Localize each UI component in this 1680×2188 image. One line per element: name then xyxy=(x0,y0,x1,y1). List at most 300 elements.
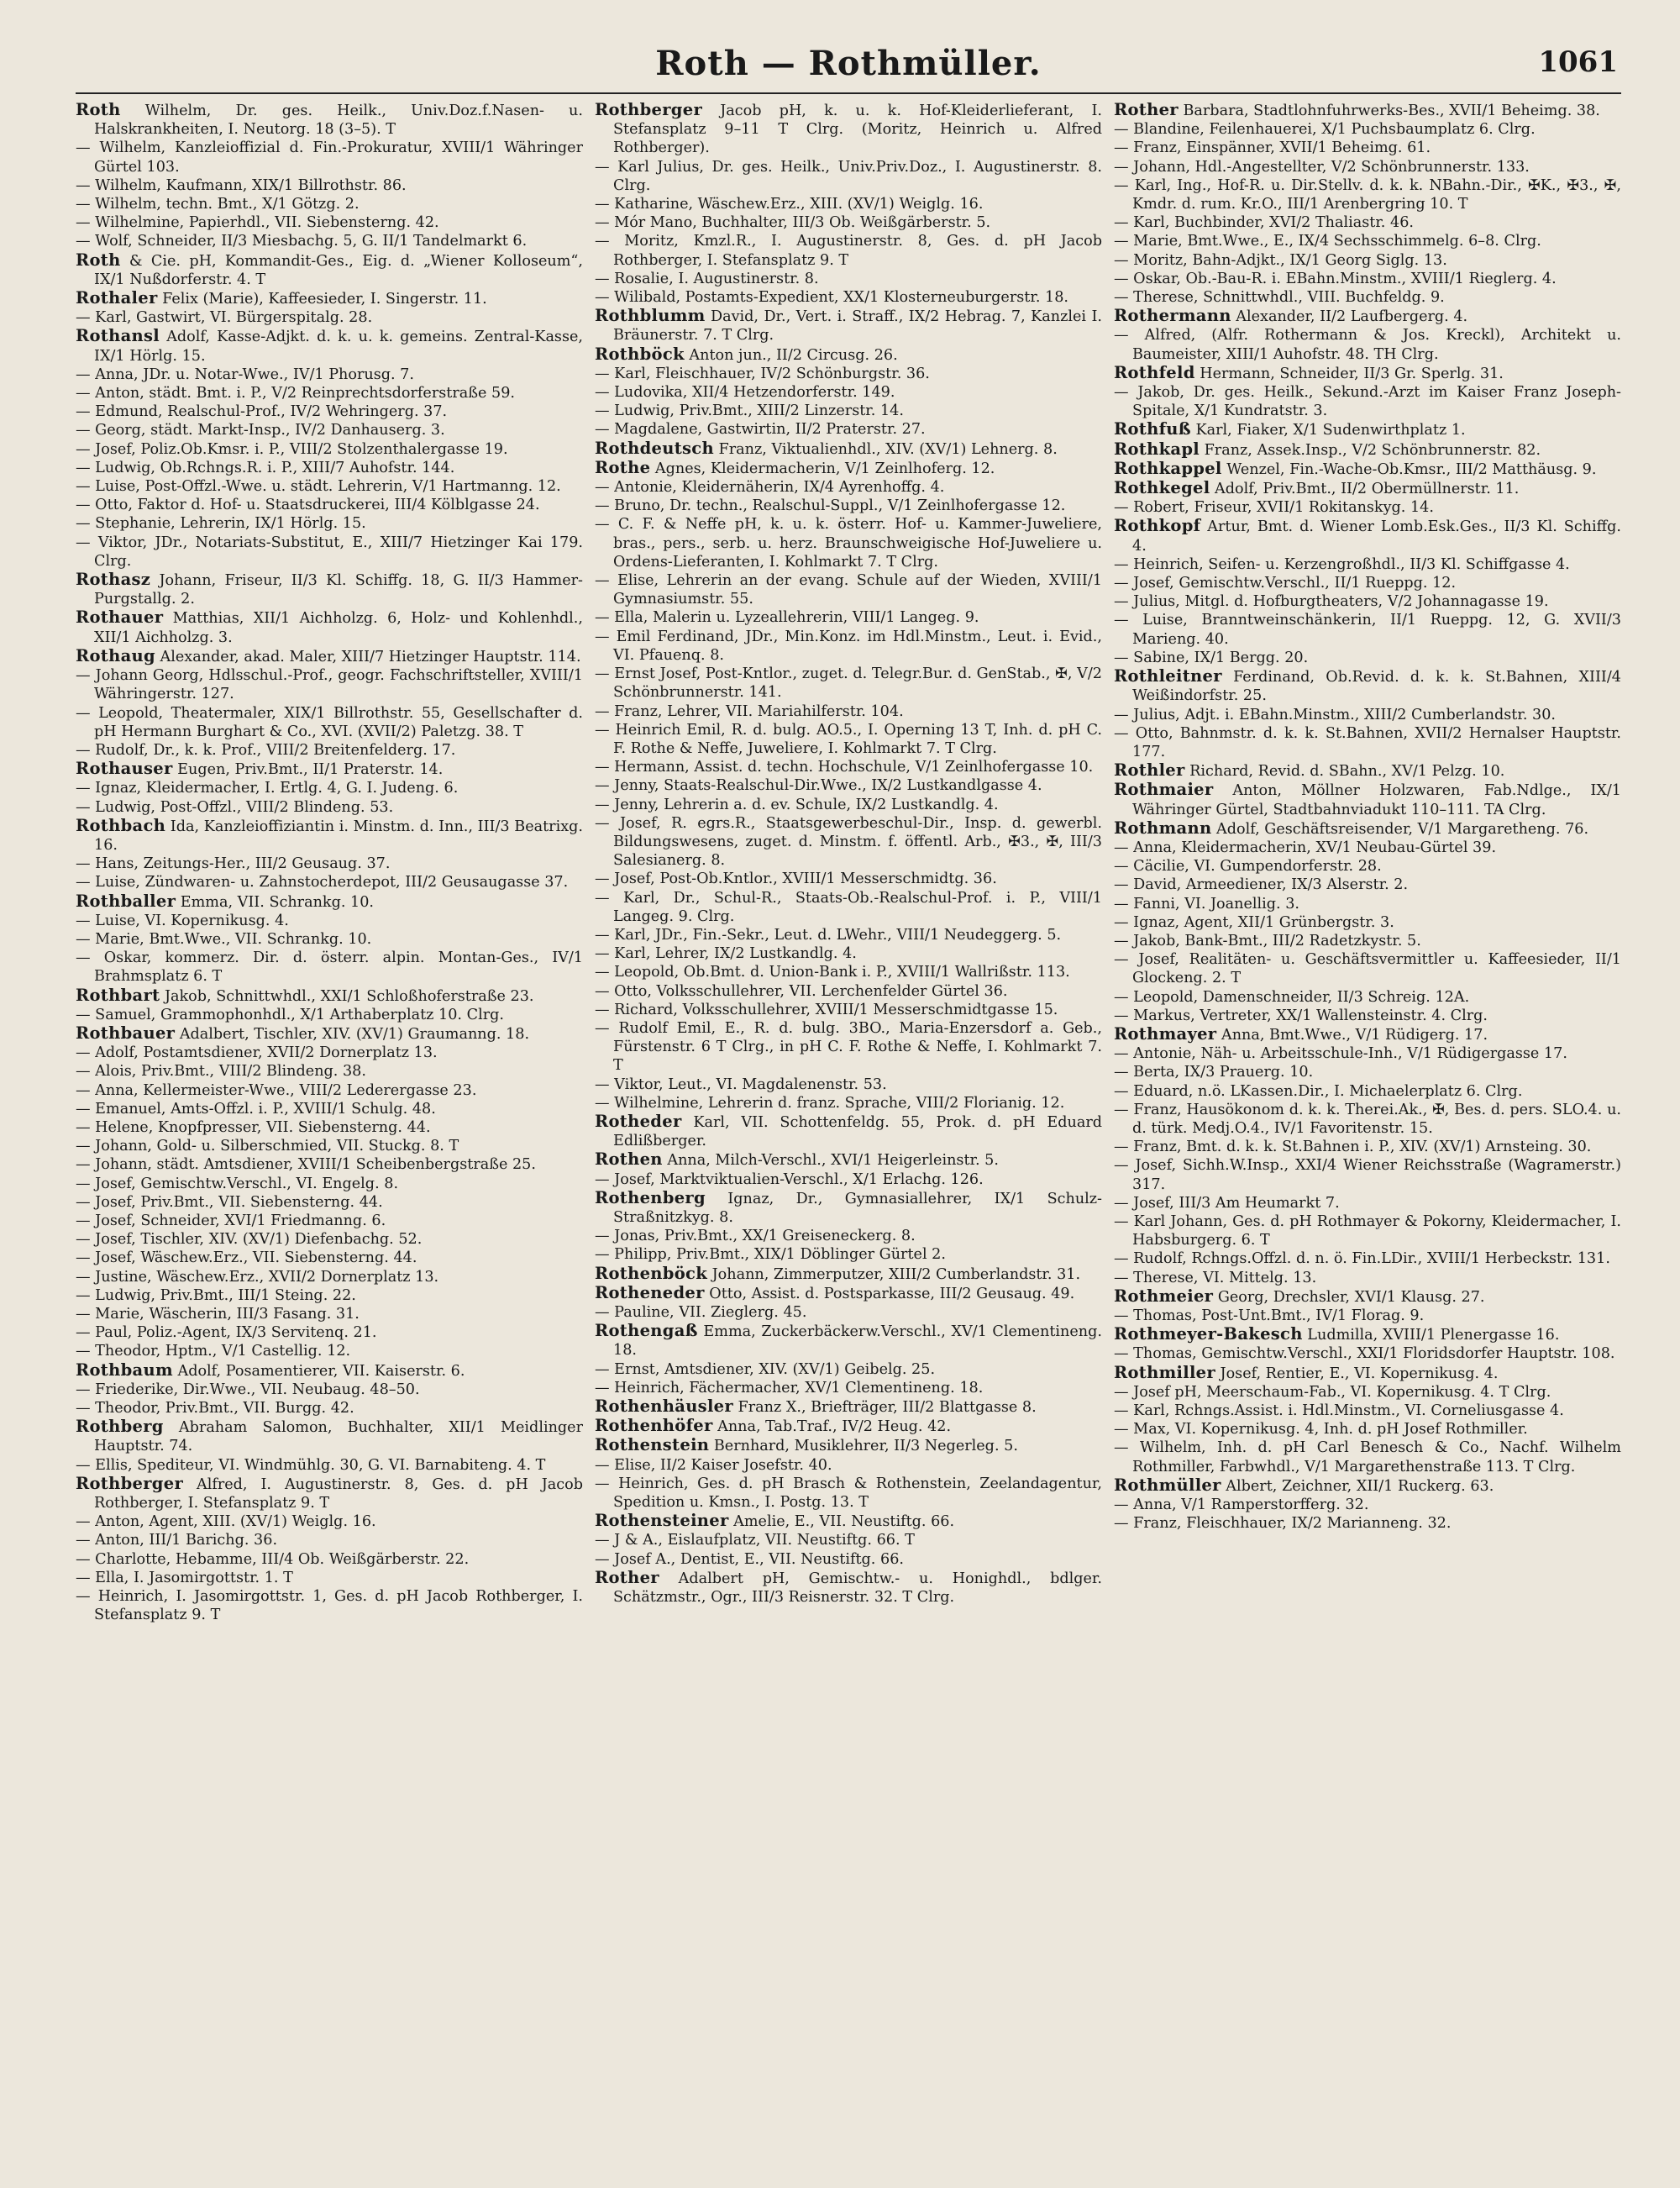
entry-text: — Katharine, Wäschew.Erz., XIII. (XV/1) Weiglg. 16. xyxy=(595,196,984,213)
directory-entry xyxy=(1114,460,1621,479)
entry-text: — Heinrich, Fächermacher, XV/1 Clementineng. 18. xyxy=(595,1379,984,1396)
entry-text: — Josef, Realitäten- u. Geschäftsvermittler u. Kaffeesieder, II/1 Glockeng. 2. T xyxy=(1114,951,1621,987)
entry-text: Abraham Salomon, Buchhalter, XII/1 Meidlinger Hauptstr. 74. xyxy=(94,1419,583,1455)
entry-surname: Rothböck xyxy=(595,344,685,364)
column-3 xyxy=(1114,101,1621,2168)
entry-text: — Therese, VI. Mittelg. 13. xyxy=(1114,1269,1317,1286)
entry-text: — Julius, Mitgl. d. Hofburgtheaters, V/2 Johannagasse 19. xyxy=(1114,593,1549,611)
entry-text: — Otto, Bahnmstr. d. k. k. St.Bahnen, XVII/2 Hernalser Hauptstr. 177. xyxy=(1114,724,1621,760)
entry-text: — Heinrich, Ges. d. pH Brasch & Rothenstein, Zeelandagentur, Spedition u. Kmsn., I. Postg. 13. T xyxy=(595,1475,1102,1512)
directory-entry xyxy=(1114,706,1621,724)
entry-surname: Rothberger xyxy=(595,101,703,119)
entry-text: — Theodor, Hptm., V/1 Castellig. 12. xyxy=(76,1343,351,1360)
directory-entry xyxy=(76,608,583,646)
directory-entry xyxy=(595,665,1102,702)
entry-text: — Max, VI. Kopernikusg. 4, Inh. d. pH Josef Rothmiller. xyxy=(1114,1421,1528,1439)
entry-text: — Rosalie, I. Augustinerstr. 8. xyxy=(595,270,819,287)
entry-surname: Rothaler xyxy=(76,288,158,308)
entry-text: Georg, Drechsler, XVI/1 Klausg. 27. xyxy=(1213,1288,1485,1306)
directory-entry xyxy=(76,1550,583,1569)
entry-surname: Rothenböck xyxy=(595,1263,708,1283)
directory-entry xyxy=(76,477,583,496)
directory-entry xyxy=(595,1379,1102,1397)
entry-text: — Karl, Lehrer, IX/2 Lustkandlg. 4. xyxy=(595,945,857,963)
directory-entry xyxy=(595,158,1102,195)
entry-text: — Berta, IX/3 Prauerg. 10. xyxy=(1114,1064,1314,1081)
entry-surname: Rothmann xyxy=(1114,818,1212,838)
entry-text: — Luise, Branntweinschänkerin, II/1 Rueppg. 12, G. XVII/3 Marieng. 40. xyxy=(1114,612,1621,648)
entry-text: — Ludovika, XII/4 Hetzendorferstr. 149. xyxy=(595,384,895,402)
entry-text: Emma, Zuckerbäckerw.Verschl., XV/1 Clementineng. 18. xyxy=(613,1323,1102,1360)
directory-entry xyxy=(76,213,583,232)
directory-entry xyxy=(1114,913,1621,932)
entry-surname: Rothenhäusler xyxy=(595,1396,733,1417)
page-header xyxy=(76,40,1621,94)
directory-entry xyxy=(1114,288,1621,307)
directory-entry xyxy=(76,571,583,608)
entry-text: Ferdinand, Ob.Revid. d. k. k. St.Bahnen, XIII/4 Weißindorfstr. 25. xyxy=(1132,669,1621,705)
entry-text: Ida, Kanzleioffiziantin i. Minstm. d. Inn., III/3 Beatrixg. 16. xyxy=(94,818,583,854)
entry-text: — Johann, Hdl.-Angestellter, V/2 Schönbrunnerstr. 133. xyxy=(1114,158,1530,176)
entry-surname: Rothaug xyxy=(76,645,155,665)
entry-text: Ignaz, Dr., Gymnasiallehrer, IX/1 Schulz-Straßnitzkyg. 8. xyxy=(613,1190,1102,1226)
directory-entry xyxy=(76,384,583,402)
entry-text: — Stephanie, Lehrerin, IX/1 Hörlg. 15. xyxy=(76,515,366,533)
directory-entry xyxy=(595,721,1102,758)
directory-entry xyxy=(595,571,1102,608)
directory-entry xyxy=(595,420,1102,439)
directory-entry xyxy=(595,1265,1102,1284)
entry-text: — Otto, Volksschullehrer, VII. Lerchenfelder Gürtel 36. xyxy=(595,982,1008,1000)
entry-text: — Elise, II/2 Kaiser Josefstr. 40. xyxy=(595,1456,832,1474)
directory-entry xyxy=(76,1286,583,1305)
directory-entry xyxy=(595,195,1102,213)
directory-entry xyxy=(76,779,583,797)
directory-entry xyxy=(595,439,1102,459)
directory-entry xyxy=(1114,232,1621,250)
directory-entry xyxy=(595,1001,1102,1019)
directory-entry xyxy=(76,855,583,873)
entry-text: — Rudolf, Rchngs.Offzl. d. n. ö. Fin.LDir., XVIII/1 Herbeckstr. 131. xyxy=(1114,1250,1610,1268)
entry-surname: Rothenberg xyxy=(595,1187,706,1207)
directory-entry xyxy=(595,1417,1102,1436)
entry-surname: Rothkappel xyxy=(1114,458,1222,478)
entry-text: — Sabine, IX/1 Bergg. 20. xyxy=(1114,649,1309,666)
entry-text: Matthias, XII/1 Aichholzg. 6, Holz- und Kohlenhdl., XII/1 Aichholzg. 3. xyxy=(94,610,583,646)
entry-surname: Rothbauer xyxy=(76,1023,176,1043)
columns xyxy=(76,101,1621,2168)
entry-surname: Rothasz xyxy=(76,570,151,590)
directory-entry xyxy=(1114,649,1621,667)
entry-text: Wilhelm, Dr. ges. Heilk., Univ.Doz.f.Nasen- u. Halskrankheiten, I. Neutorg. 18 (3–5). T xyxy=(94,103,583,139)
entry-text: — Moritz, Kmzl.R., I. Augustinerstr. 8, Ges. d. pH Jacob Rothberger, I. Stefansplatz 9. T xyxy=(595,233,1102,269)
entry-text: — Jakob, Dr. ges. Heilk., Sekund.-Arzt im Kaiser Franz Joseph-Spitale, X/1 Kundratstr. 3. xyxy=(1114,384,1621,420)
entry-text: — Ernst Josef, Post-Kntlor., zuget. d. Telegr.Bur. d. GenStab., ✠, V/2 Schönbrunnerstr. 141. xyxy=(595,665,1102,702)
entry-text: — Wilhelm, techn. Bmt., X/1 Götzg. 2. xyxy=(76,196,360,213)
entry-text: — Johann Georg, Hdlsschul.-Prof., geogr. Fachschriftsteller, XVIII/1 Währingerstr. 127. xyxy=(76,667,583,703)
entry-text: — Josef, Tischler, XIV. (XV/1) Diefenbachg. 52. xyxy=(76,1231,423,1249)
directory-entry xyxy=(76,1417,583,1455)
directory-entry xyxy=(1114,270,1621,288)
directory-entry xyxy=(1114,1044,1621,1063)
directory-entry xyxy=(1114,139,1621,157)
entry-text: — Josef, III/3 Am Heumarkt 7. xyxy=(1114,1194,1340,1212)
entry-text: Hermann, Schneider, II/3 Gr. Sperlg. 31. xyxy=(1194,365,1504,382)
entry-surname: Rothdeutsch xyxy=(595,438,714,458)
directory-entry xyxy=(1114,383,1621,420)
entry-text: — Alois, Priv.Bmt., VIII/2 Blindeng. 38. xyxy=(76,1063,366,1081)
directory-entry xyxy=(76,1305,583,1323)
entry-text: — Franz, Bmt. d. k. k. St.Bahnen i. P., XIV. (XV/1) Arnsteing. 30. xyxy=(1114,1139,1592,1156)
directory-entry xyxy=(76,1381,583,1399)
directory-entry xyxy=(595,608,1102,627)
entry-text: — Josef, Priv.Bmt., VII. Siebensterng. 44. xyxy=(76,1193,383,1211)
entry-text: — Ella, I. Jasomirgottstr. 1. T xyxy=(76,1569,293,1586)
column-1 xyxy=(76,101,583,2168)
entry-text: — Philipp, Priv.Bmt., XIX/1 Döblinger Gürtel 2. xyxy=(595,1246,946,1264)
directory-entry xyxy=(595,1303,1102,1322)
entry-surname: Roth xyxy=(76,250,121,270)
entry-text: Alfred, I. Augustinerstr. 8, Ges. d. pH Jacob Rothberger, I. Stefansplatz 9. T xyxy=(94,1475,583,1512)
entry-text: — Jenny, Staats-Realschul-Dir.Wwe., IX/2 Lustkandlgasse 4. xyxy=(595,777,1042,795)
directory-entry xyxy=(1114,876,1621,894)
entry-surname: Rother xyxy=(1114,101,1179,119)
entry-text: — Franz, Fleischhauer, IX/2 Marianneng. 32. xyxy=(1114,1515,1452,1533)
directory-entry xyxy=(1114,950,1621,987)
directory-entry xyxy=(1114,158,1621,176)
directory-entry xyxy=(595,1019,1102,1076)
entry-text: — J & A., Eislaufplatz, VII. Neustiftg. 66. T xyxy=(595,1532,915,1549)
directory-entry xyxy=(76,1100,583,1118)
directory-entry xyxy=(1114,1402,1621,1420)
entry-text: — Mór Mano, Buchhalter, III/3 Ob. Weißgärberstr. 5. xyxy=(595,214,991,232)
directory-entry xyxy=(1114,857,1621,876)
directory-entry xyxy=(76,1361,583,1381)
directory-entry xyxy=(1114,326,1621,363)
directory-entry xyxy=(1114,1249,1621,1268)
entry-text: — Emil Ferdinand, JDr., Min.Konz. im Hdl.Minstm., Leut. i. Evid., VI. Pfauenq. 8. xyxy=(595,628,1102,664)
entry-surname: Rothkapl xyxy=(1114,439,1200,459)
entry-surname: Rother xyxy=(595,1567,659,1587)
entry-text: — Heinrich, I. Jasomirgottstr. 1, Ges. d. pH Jacob Rothberger, I. Stefansplatz 9. T xyxy=(76,1588,583,1624)
entry-text: — Elise, Lehrerin an der evang. Schule auf der Wieden, XVIII/1 Gymnasiumstr. 55. xyxy=(595,572,1102,608)
directory-entry xyxy=(595,1512,1102,1531)
entry-text: Karl, VII. Schottenfeldg. 55, Prok. d. pH Eduard Edlißberger. xyxy=(613,1113,1102,1150)
entry-text: — Franz, Lehrer, VII. Mariahilferstr. 104. xyxy=(595,702,904,720)
entry-text: Karl, Fiaker, X/1 Sudenwirthplatz 1. xyxy=(1190,422,1466,439)
directory-entry xyxy=(76,949,583,986)
directory-entry xyxy=(595,1456,1102,1475)
directory-entry xyxy=(595,478,1102,497)
entry-text: — Leopold, Ob.Bmt. d. Union-Bank i. P., XVIII/1 Wallrißstr. 113. xyxy=(595,964,1070,981)
directory-entry xyxy=(595,101,1102,158)
entry-text: — Wilhelm, Kaufmann, XIX/1 Billrothstr. 86. xyxy=(76,176,407,194)
entry-text: Anna, Milch-Verschl., XVI/1 Heigerleinstr. 5. xyxy=(662,1152,999,1170)
directory-entry xyxy=(1114,1082,1621,1101)
directory-entry xyxy=(1114,611,1621,648)
directory-entry xyxy=(595,402,1102,420)
entry-text: — Johann, städt. Amtsdiener, XVIII/1 Scheibenbergstraße 25. xyxy=(76,1156,536,1174)
entry-text: Richard, Revid. d. SBahn., XV/1 Pelzg. 10. xyxy=(1184,763,1505,781)
entry-text: — Leopold, Theatermaler, XIX/1 Billrothstr. 55, Gesellschafter d. pH Hermann Burghart & Co., XVI. (XVII/2) Paletzg. 38. T xyxy=(76,704,583,740)
directory-entry xyxy=(1114,498,1621,517)
entry-surname: Roth xyxy=(76,101,121,119)
entry-text: — Ludwig, Ob.Rchngs.R. i. P., XIII/7 Auhofstr. 144. xyxy=(76,459,455,476)
directory-entry xyxy=(595,628,1102,665)
directory-entry xyxy=(1114,1025,1621,1044)
directory-entry xyxy=(595,1531,1102,1549)
entry-text: Adolf, Geschäftsreisender, V/1 Margaretheng. 76. xyxy=(1211,820,1589,838)
entry-surname: Rothbach xyxy=(76,815,166,835)
entry-text: — Johann, Gold- u. Silberschmied, VII. Stuckg. 8. T xyxy=(76,1138,459,1155)
entry-text: Adalbert, Tischler, XIV. (XV/1) Graumanng. 18. xyxy=(175,1025,530,1043)
entry-surname: Rothballer xyxy=(76,891,176,911)
entry-text: Adalbert pH, Gemischtw.- u. Honighdl., bdlger. Schätzmstr., Ogr., III/3 Reisnerstr. 32. T Clrg. xyxy=(613,1570,1102,1607)
directory-entry xyxy=(595,307,1102,345)
column-2 xyxy=(595,101,1102,2168)
directory-entry xyxy=(76,873,583,892)
entry-text: & Cie. pH, Kommandit-Ges., Eig. d. „Wiener Kolloseum“, IX/1 Nußdorferstr. 4. T xyxy=(94,252,583,288)
directory-entry xyxy=(76,232,583,250)
directory-entry xyxy=(1114,667,1621,705)
entry-text: — Justine, Wäschew.Erz., XVII/2 Dornerplatz 13. xyxy=(76,1268,439,1286)
directory-entry xyxy=(1114,1496,1621,1514)
entry-text: — Pauline, VII. Zieglerg. 45. xyxy=(595,1304,807,1321)
entry-text: Jacob pH, k. u. k. Hof-Kleiderlieferant, I. Stefansplatz 9–11 T Clrg. (Moritz, Heinrich u. Alfred Rothberger). xyxy=(613,103,1102,157)
entry-text: David, Dr., Vert. i. Straff., IX/2 Hebrag. 7, Kanzlei I. Bräunerstr. 7. T Clrg. xyxy=(613,308,1102,345)
entry-surname: Rothensteiner xyxy=(595,1511,729,1531)
directory-entry xyxy=(76,666,583,703)
entry-text: Anton, Möllner Holzwaren, Fab.Ndlge., IX/1 Währinger Gürtel, Stadtbahnviadukt 110–111. TA Clrg. xyxy=(1132,782,1621,818)
directory-entry xyxy=(76,892,583,912)
directory-entry xyxy=(1114,1344,1621,1363)
directory-entry xyxy=(76,1268,583,1286)
entry-text: — Karl, Ing., Hof-R. u. Dir.Stellv. d. k. k. NBahn.-Dir., ✠K., ✠3., ✠, Kmdr. d. rum. Kr.O., III/1 Arenbergring 10. T xyxy=(1114,176,1621,213)
running-title: Roth — Rothmüller. xyxy=(655,44,1042,83)
directory-entry xyxy=(76,1024,583,1044)
directory-entry xyxy=(76,1512,583,1531)
directory-entry xyxy=(76,817,583,855)
entry-text: — Alfred, (Alfr. Rothermann & Jos. Kreckl), Architekt u. Baumeister, XIII/1 Auhofstr. 48. TH Clrg. xyxy=(1114,327,1621,363)
directory-entry xyxy=(1114,1514,1621,1533)
entry-text: — Hans, Zeitungs-Her., III/2 Geusaug. 37. xyxy=(76,855,391,873)
directory-entry xyxy=(1114,819,1621,839)
directory-entry xyxy=(595,926,1102,944)
entry-text: — Antonie, Näh- u. Arbeitsschule-Inh., V/1 Rüdigergasse 17. xyxy=(1114,1045,1567,1063)
entry-text: — Wilhelmine, Lehrerin d. franz. Sprache, VIII/2 Florianig. 12. xyxy=(595,1094,1065,1112)
entry-surname: Rothengaß xyxy=(595,1321,698,1341)
entry-text: Adolf, Kasse-Adjkt. d. k. u. k. gemeins. Zentral-Kasse, IX/1 Hörlg. 15. xyxy=(94,329,583,365)
entry-text: Amelie, E., VII. Neustiftg. 66. xyxy=(728,1513,955,1531)
directory-entry xyxy=(1114,781,1621,818)
directory-entry xyxy=(76,176,583,195)
entry-surname: Rothmiller xyxy=(1114,1362,1215,1382)
entry-text: Adolf, Priv.Bmt., II/2 Obermüllnerstr. 11. xyxy=(1210,481,1520,498)
directory-entry xyxy=(1114,517,1621,555)
directory-entry xyxy=(1114,364,1621,383)
directory-entry xyxy=(1114,1007,1621,1025)
directory-entry xyxy=(76,195,583,213)
directory-entry xyxy=(76,440,583,459)
directory-entry xyxy=(1114,1325,1621,1344)
entry-text: — Leopold, Damenschneider, II/3 Schreig. 12A. xyxy=(1114,988,1470,1006)
directory-entry xyxy=(1114,932,1621,950)
directory-entry xyxy=(76,1062,583,1081)
entry-text: — Viktor, Leut., VI. Magdalenenstr. 53. xyxy=(595,1076,887,1093)
entry-text: — Ignaz, Kleidermacher, I. Ertlg. 4, G. I. Judeng. 6. xyxy=(76,780,459,797)
entry-text: — Jonas, Priv.Bmt., XX/1 Greiseneckerg. 8. xyxy=(595,1228,916,1245)
entry-text: — Samuel, Grammophonhdl., X/1 Arthaberplatz 10. Clrg. xyxy=(76,1006,504,1023)
directory-entry xyxy=(1114,1212,1621,1249)
entry-text: — Karl, Rchngs.Assist. i. Hdl.Minstm., VI. Corneliusgasse 4. xyxy=(1114,1402,1564,1420)
entry-text: — Karl Julius, Dr. ges. Heilk., Univ.Priv.Doz., I. Augustinerstr. 8. Clrg. xyxy=(595,158,1102,194)
entry-text: — Eduard, n.ö. LKassen.Dir., I. Michaelerplatz 6. Clrg. xyxy=(1114,1082,1523,1100)
entry-text: Johann, Friseur, II/3 Kl. Schiffg. 18, G. II/3 Hammer-Purgstallg. 2. xyxy=(94,572,583,608)
entry-surname: Rothkopf xyxy=(1114,516,1201,536)
directory-entry xyxy=(76,101,583,139)
entry-surname: Rotheder xyxy=(595,1111,682,1131)
entry-text: — Karl, Buchbinder, XVI/2 Thaliastr. 46. xyxy=(1114,214,1414,232)
directory-entry xyxy=(595,796,1102,814)
directory-entry xyxy=(76,760,583,779)
directory-entry xyxy=(595,702,1102,721)
entry-text: — Antonie, Kleidernäherin, IX/4 Ayrenhoffg. 4. xyxy=(595,479,945,497)
entry-text: — Franz, Einspänner, XVII/1 Beheimg. 61. xyxy=(1114,139,1431,157)
entry-surname: Rothbaum xyxy=(76,1360,173,1380)
entry-text: Anton jun., II/2 Circusg. 26. xyxy=(684,346,898,364)
entry-text: Franz, Viktualienhdl., XIV. (XV/1) Lehnerg. 8. xyxy=(713,440,1058,458)
entry-text: Anna, Bmt.Wwe., V/1 Rüdigerg. 17. xyxy=(1216,1026,1488,1044)
entry-surname: Rothen xyxy=(595,1149,663,1170)
directory-entry xyxy=(1114,1307,1621,1325)
directory-entry xyxy=(76,251,583,289)
entry-text: Albert, Zeichner, XII/1 Ruckerg. 63. xyxy=(1221,1477,1494,1495)
entry-text: — Karl, Fleischhauer, IV/2 Schönburgstr. 36. xyxy=(595,365,930,382)
entry-text: Franz, Assek.Insp., V/2 Schönbrunnerstr. 82. xyxy=(1200,441,1541,459)
entry-text: Bernhard, Musiklehrer, II/3 Negerleg. 5. xyxy=(709,1438,1018,1455)
directory-entry xyxy=(76,1137,583,1155)
entry-text: — Josef, Gemischtw.Verschl., II/1 Rueppg. 12. xyxy=(1114,575,1457,592)
entry-text: Ludmilla, XVIII/1 Plenergasse 16. xyxy=(1302,1327,1560,1344)
entry-text: — Josef, Gemischtw.Verschl., VI. Engelg. 8. xyxy=(76,1175,399,1192)
entry-text: — Marie, Bmt.Wwe., VII. Schrankg. 10. xyxy=(76,930,372,948)
directory-entry xyxy=(76,1006,583,1024)
entry-text: — Ludwig, Priv.Bmt., XIII/2 Linzerstr. 14. xyxy=(595,402,904,420)
entry-text: — Ludwig, Priv.Bmt., III/1 Steing. 22. xyxy=(76,1286,356,1304)
directory-entry xyxy=(76,741,583,760)
directory-entry xyxy=(1114,1439,1621,1475)
page-number: 1061 xyxy=(1538,45,1618,79)
directory-entry xyxy=(1114,895,1621,913)
entry-surname: Rothauer xyxy=(76,607,164,628)
entry-text: — Therese, Schnittwhdl., VIII. Buchfeldg. 9. xyxy=(1114,289,1445,307)
entry-text: — Karl, Dr., Schul-R., Staats-Ob.-Realschul-Prof. i. P., VIII/1 Langeg. 9. Clrg. xyxy=(595,889,1102,925)
directory-entry xyxy=(1114,440,1621,460)
entry-text: Artur, Bmt. d. Wiener Lomb.Esk.Ges., II/3 Kl. Schiffg. 4. xyxy=(1132,518,1621,555)
directory-entry xyxy=(76,1456,583,1475)
entry-surname: Rothe xyxy=(595,457,651,477)
directory-entry xyxy=(76,986,583,1006)
directory-entry xyxy=(76,308,583,327)
directory-entry xyxy=(76,1044,583,1062)
entry-text: — Josef, Post-Ob.Kntlor., XVIII/1 Messerschmidtg. 36. xyxy=(595,870,997,888)
directory-entry xyxy=(595,1436,1102,1455)
entry-text: — Cäcilie, VI. Gumpendorferstr. 28. xyxy=(1114,858,1382,876)
entry-text: — C. F. & Neffe pH, k. u. k. österr. Hof- u. Kammer-Juweliere, bras., pers., serb. u. herz. Braunschweigische Hof-Juweliere u. Ordens-Lieferanten, I. Kohlmarkt 7. T Clrg. xyxy=(595,516,1102,571)
entry-text: — Richard, Volksschullehrer, XVIII/1 Messerschmidtgasse 15. xyxy=(595,1001,1058,1018)
entry-text: — Ernst, Amtsdiener, XIV. (XV/1) Geibelg. 25. xyxy=(595,1360,936,1378)
directory-entry xyxy=(1114,839,1621,857)
directory-entry xyxy=(595,982,1102,1001)
directory-entry xyxy=(1114,592,1621,611)
entry-text: Barbara, Stadtlohnfuhrwerks-Bes., XVII/1 Beheimg. 38. xyxy=(1178,103,1600,119)
entry-text: — Helene, Knopfpresser, VII. Siebensterng. 44. xyxy=(76,1118,431,1136)
directory-entry xyxy=(76,421,583,439)
directory-entry xyxy=(76,327,583,365)
directory-entry xyxy=(595,889,1102,926)
entry-text: — Franz, Hausökonom d. k. k. Therei.Ak., ✠, Bes. d. pers. SLO.4. u. d. türk. Medj.O.4., IV/1 Favoritenstr. 15. xyxy=(1114,1101,1621,1137)
entry-surname: Rothmaier xyxy=(1114,780,1214,800)
entry-surname: Rothenstein xyxy=(595,1435,710,1455)
entry-surname: Rothmeier xyxy=(1114,1286,1214,1306)
entry-text: — Ignaz, Agent, XII/1 Grünbergstr. 3. xyxy=(1114,913,1394,931)
directory-entry xyxy=(1114,420,1621,439)
entry-text: — Charlotte, Hebamme, III/4 Ob. Weißgärberstr. 22. xyxy=(76,1550,470,1568)
entry-text: — Karl, JDr., Fin.-Sekr., Leut. d. LWehr., VIII/1 Neudeggerg. 5. xyxy=(595,926,1062,944)
entry-text: — Marie, Wäscherin, III/3 Fasang. 31. xyxy=(76,1306,360,1323)
entry-text: — Josef, Sichh.W.Insp., XXI/4 Wiener Reichsstraße (Wagramerstr.) 317. xyxy=(1114,1157,1621,1193)
entry-text: — Anna, Kleidermacherin, XV/1 Neubau-Gürtel 39. xyxy=(1114,839,1497,856)
directory-entry xyxy=(595,1076,1102,1094)
entry-text: — Anton, Agent, XIII. (XV/1) Weiglg. 16. xyxy=(76,1513,376,1531)
entry-surname: Rothbart xyxy=(76,985,160,1005)
directory-entry xyxy=(595,1094,1102,1112)
directory-entry xyxy=(76,930,583,949)
directory-entry xyxy=(1114,251,1621,270)
directory-entry xyxy=(1114,120,1621,139)
entry-text: — Thomas, Post-Unt.Bmt., IV/1 Florag. 9. xyxy=(1114,1307,1425,1324)
directory-entry xyxy=(595,963,1102,981)
directory-entry xyxy=(76,289,583,308)
entry-text: — Luise, Post-Offzl.-Wwe. u. städt. Lehrerin, V/1 Hartmanng. 12. xyxy=(76,478,561,496)
entry-text: Josef, Rentier, E., VI. Kopernikusg. 4. xyxy=(1215,1365,1499,1382)
directory-entry xyxy=(595,383,1102,402)
entry-text: — Josef pH, Meerschaum-Fab., VI. Kopernikusg. 4. T Clrg. xyxy=(1114,1383,1551,1401)
entry-text: — Josef, Marktviktualien-Verschl., X/1 Erlachg. 126. xyxy=(595,1170,984,1188)
directory-entry xyxy=(1114,1476,1621,1496)
entry-surname: Rothfuß xyxy=(1114,419,1191,439)
directory-entry xyxy=(595,459,1102,478)
directory-entry xyxy=(76,1193,583,1212)
directory-entry xyxy=(76,1230,583,1249)
entry-surname: Rothauser xyxy=(76,759,173,779)
directory-entry xyxy=(76,1081,583,1100)
directory-entry xyxy=(1114,1138,1621,1156)
entry-text: Jakob, Schnittwhdl., XXI/1 Schloßhoferstraße 23. xyxy=(160,987,534,1005)
directory-entry xyxy=(76,798,583,817)
entry-text: — Rudolf Emil, E., R. d. bulg. 3BO., Maria-Enzersdorf a. Geb., Fürstenstr. 6 T Clrg., in pH C. F. Rothe & Neffe, I. Kohlmarkt 7. T xyxy=(595,1019,1102,1075)
directory-entry xyxy=(76,514,583,533)
entry-text: — Paul, Poliz.-Agent, IX/3 Servitenq. 21. xyxy=(76,1324,377,1342)
entry-text: — Adolf, Postamtsdiener, XVII/2 Dornerplatz 13. xyxy=(76,1044,438,1062)
entry-text: — Wilhelm, Inh. d. pH Carl Benesch & Co., Nachf. Wilhelm Rothmiller, Farbwhdl., V/1 Margarethenstraße 113. T Clrg. xyxy=(1114,1439,1621,1475)
directory-entry xyxy=(595,1245,1102,1264)
directory-entry xyxy=(1114,724,1621,761)
entry-text: — Wilhelmine, Papierhdl., VII. Siebensterng. 42. xyxy=(76,214,439,232)
entry-surname: Rothfeld xyxy=(1114,362,1195,382)
directory-entry xyxy=(1114,1156,1621,1193)
entry-text: — Thomas, Gemischtw.Verschl., XXI/1 Floridsdorfer Hauptstr. 108. xyxy=(1114,1345,1615,1363)
